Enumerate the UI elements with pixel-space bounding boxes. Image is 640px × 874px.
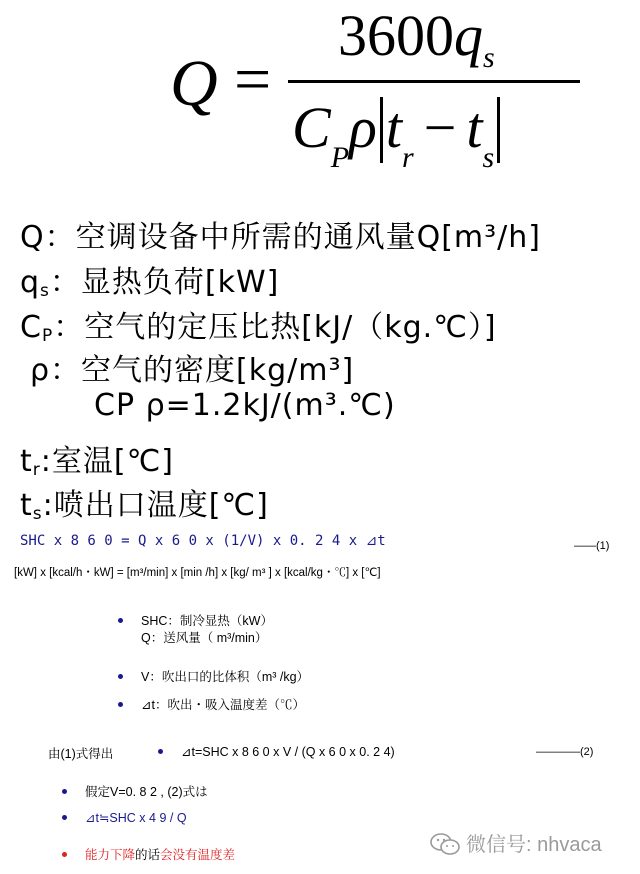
bullet-dot [158,749,163,754]
den-t1-sub: r [401,141,414,174]
bullet-dot [118,674,123,679]
bullet-dot [62,815,67,820]
equation-2-prefix: 由(1)式得出 [48,747,114,761]
def-rho: ρ：空气的密度[kg/m³] [30,353,355,388]
formula-equals: = [234,43,272,116]
abs-bar-right [497,97,500,163]
conclusion-part-c: 会没有温度差 [160,848,236,862]
bullet-text: V：吹出口的比体积（m³ /kg） [141,670,310,684]
qs-sub: s [40,281,50,301]
watermark-text: 微信号: nhvaca [466,834,602,856]
bullet-v [118,667,309,685]
note-result [62,810,187,825]
ts-sub: s [32,504,43,524]
den-c: C [292,95,331,160]
note-conclusion [62,845,235,863]
fraction-bar [288,80,580,83]
numerator-var: q [454,3,483,68]
formula [170,3,590,188]
qs-symbol: q [20,265,41,300]
bullet-dot [118,618,123,623]
abs-bar-left [380,97,383,163]
den-t1: t [385,95,402,160]
tr-text: :室温[℃] [40,444,174,479]
qs-text: ：显热负荷[kW] [49,265,280,300]
bullet-q [118,628,267,646]
bullet-dt [118,695,305,713]
numerator-coef: 3600 [338,3,454,68]
bullet-text: Q：送风量（ m³/min） [141,631,268,645]
bullet-dot [118,702,123,707]
tr-sub: r [32,460,41,480]
bullet-dot [62,789,67,794]
den-t2-sub: s [482,141,495,174]
cp-symbol: C [20,310,42,345]
equation-2-text: ⊿t=SHC x 8 6 0 x V / (Q x 6 0 x 0. 2 4) [181,745,395,759]
note-assume-text: 假定V=0. 8 2 , (2)式は [85,785,208,799]
def-ts [20,480,269,524]
watermark [430,828,602,857]
def-cp [20,302,497,346]
def-q: Q：空调设备中所需的通风量Q[m³/h] [20,220,542,255]
ts-symbol: t [20,488,33,523]
conclusion-part-b: 的话 [135,848,161,862]
formula-lhs: Q [170,47,218,120]
formula-denominator [292,94,503,174]
numerator-sub: s [483,41,495,74]
def-cp-rho: CP ρ=1.2kJ/(m³.℃) [94,388,396,423]
equation-1: SHC x 8 6 0 = Q x 6 0 x (1/V) x 0. 2 4 x ⊿t [20,533,386,549]
bullet-shc [118,611,273,629]
bullet-dot [62,852,67,857]
den-rho: ρ [349,95,377,160]
ts-text: :喷出口温度[℃] [42,488,269,523]
equation-1-tag: ——(1) [574,540,610,552]
equation-2 [158,744,395,759]
equation-1-units: [kW] x [kcal/h・kW] = [m³/min] x [min /h] x [kg/ m³ ] x [kcal/kg・℃] x [℃] [14,567,381,579]
den-t2: t [466,95,483,160]
tr-symbol: t [20,444,33,479]
bullet-text: ⊿t：吹出・吸入温度差（℃） [141,698,305,712]
den-minus: − [423,95,457,160]
def-tr [20,436,174,480]
def-qs [20,257,279,301]
conclusion-part-a: 能力下降 [85,848,136,862]
cp-sub: P [41,326,54,346]
cp-text: ：空气的定压比热[kJ/（kg.℃）] [53,310,497,345]
formula-numerator [338,2,495,74]
note-assume [62,782,208,800]
note-result-text: ⊿t≒SHC x 4 9 / Q [85,811,187,825]
wechat-logo-icon [430,833,460,855]
equation-2-tag: ————(2) [536,746,594,758]
bullet-text: SHC：制冷显热（kW） [141,614,273,628]
den-c-sub: P [330,141,350,174]
